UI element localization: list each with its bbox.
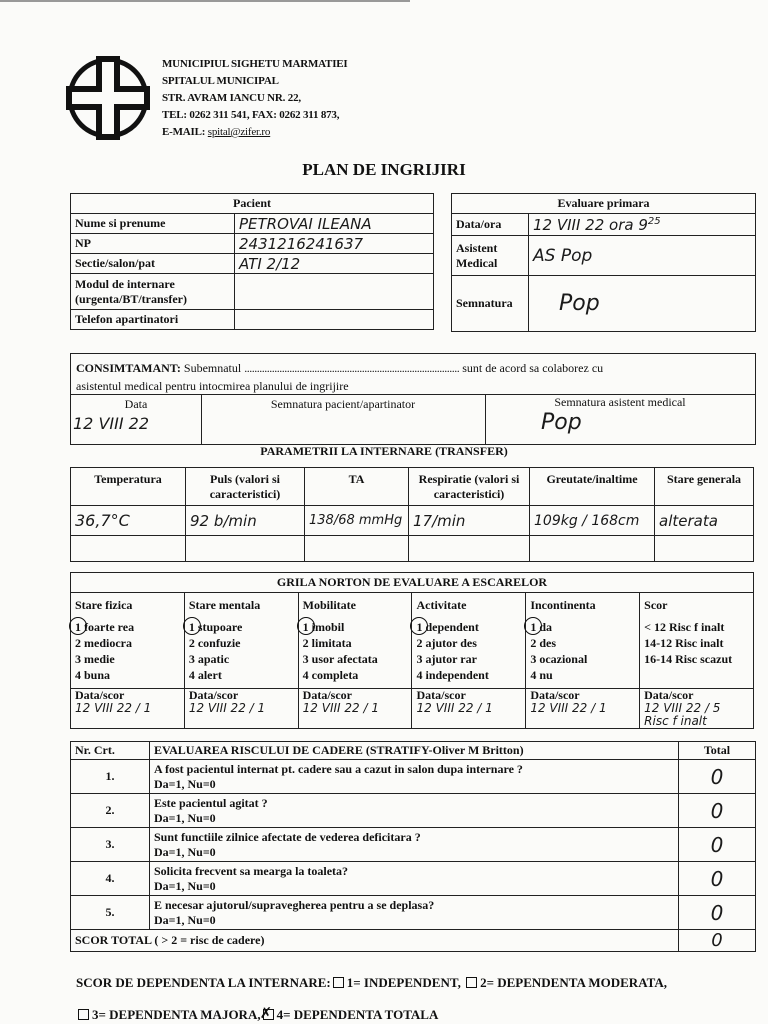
stratify-total-value[interactable]: 0	[679, 930, 756, 952]
norton-scor-date-cell[interactable]: Data/scor 12 VIII 22 / 5 Risc f inalt	[640, 689, 754, 729]
param-empty-cell[interactable]	[530, 536, 655, 562]
norton-date-cell[interactable]: Data/scor 12 VIII 22 / 1	[412, 689, 526, 729]
norton-date-cell[interactable]: Data/scor 12 VIII 22 / 1	[526, 689, 640, 729]
pacient-label: Nume si prenume	[71, 214, 235, 234]
dependenta-line2	[76, 1004, 439, 1023]
hospital-cross-logo	[62, 52, 154, 144]
stratify-answer[interactable]: 0	[679, 760, 756, 794]
param-header: Respiratie (valori si caracteristici)	[409, 468, 530, 506]
param-ta[interactable]: 138/68 mmHg	[305, 506, 409, 536]
consimtamant-text: Subemnatul	[183, 361, 242, 375]
norton-col-stare-fizica: Stare fizica 1 foarte rea 2 mediocra 3 medie 4 buna	[71, 593, 185, 689]
norton-col-stare-mentala: Stare mentala 1 stupoare 2 confuzie 3 apatic 4 alert	[184, 593, 298, 689]
consimtamant-label: CONSIMTAMANT:	[76, 361, 181, 375]
param-header: Stare generala	[655, 468, 754, 506]
dependenta-checkbox-3[interactable]	[78, 1009, 89, 1020]
email-label: E-MAIL:	[162, 126, 206, 138]
pacient-name-value[interactable]: PETROVAI ILEANA	[235, 214, 434, 234]
param-empty-cell[interactable]	[305, 536, 409, 562]
stratify-row-nr: 1.	[71, 760, 150, 794]
dependenta-opt1: 1= INDEPENDENT,	[346, 975, 461, 990]
pacient-heading: Pacient	[71, 194, 434, 214]
pacient-label: Sectie/salon/pat	[71, 254, 235, 274]
norton-date-cell[interactable]: Data/scor 12 VIII 22 / 1	[298, 689, 412, 729]
consimtamant-col-asistent: Semnatura asistent medical	[554, 395, 686, 409]
dependenta-opt4: 4= DEPENDENTA TOTALA	[276, 1007, 439, 1022]
org-name: MUNICIPIUL SIGHETU MARMATIEI	[162, 58, 348, 70]
param-greutate[interactable]: 109kg / 168cm	[530, 506, 655, 536]
param-temperatura[interactable]: 36,7°C	[71, 506, 186, 536]
scan-edge-line	[0, 0, 410, 2]
stratify-table	[70, 741, 756, 952]
address: STR. AVRAM IANCU NR. 22,	[162, 92, 301, 104]
pacient-telefon-value[interactable]	[235, 310, 434, 330]
param-header: TA	[305, 468, 409, 506]
stratify-question: E necesar ajutorul/supravegherea pentru a se deplasa? Da=1, Nu=0	[150, 896, 679, 930]
dependenta-opt3: 3= DEPENDENTA MAJORA,	[92, 1007, 261, 1022]
dependenta-checkbox-1[interactable]	[333, 977, 344, 988]
parametrii-heading: PARAMETRII LA INTERNARE (TRANSFER)	[260, 444, 508, 458]
evaluare-asistent-label: Asistent Medical	[452, 236, 529, 276]
norton-date-cell[interactable]: Data/scor 12 VIII 22 / 1	[71, 689, 185, 729]
stratify-row-nr: 3.	[71, 828, 150, 862]
param-respiratie[interactable]: 17/min	[409, 506, 530, 536]
dependenta-label: SCOR DE DEPENDENTA LA INTERNARE:	[76, 975, 331, 990]
stratify-question: Este pacientul agitat ? Da=1, Nu=0	[150, 794, 679, 828]
pacient-label: Modul de internare (urgenta/BT/transfer)	[71, 274, 235, 310]
stratify-question: Sunt functiile zilnice afectate de vederea deficitara ? Da=1, Nu=0	[150, 828, 679, 862]
pacient-label: Telefon apartinatori	[71, 310, 235, 330]
check-mark-icon: ✗	[259, 1004, 273, 1022]
dependenta-opt2: 2= DEPENDENTA MODERATA,	[480, 975, 667, 990]
page-title: PLAN DE INGRIJIRI	[302, 160, 466, 179]
param-header: Puls (valori si caracteristici)	[186, 468, 305, 506]
param-stare[interactable]: alterata	[655, 506, 754, 536]
consimtamant-pacient-signature[interactable]	[201, 414, 485, 440]
norton-table	[70, 572, 754, 729]
consimtamant-blank[interactable]: ......................................................................................	[244, 361, 460, 375]
param-header: Temperatura	[71, 468, 186, 506]
dependenta-checkbox-2[interactable]	[466, 977, 477, 988]
evaluare-heading: Evaluare primara	[452, 194, 756, 214]
stratify-heading: EVALUAREA RISCULUI DE CADERE (STRATIFY-Oliver M Britton)	[150, 742, 679, 760]
stratify-row-nr: 4.	[71, 862, 150, 896]
evaluare-table	[451, 193, 756, 332]
stratify-answer[interactable]: 0	[679, 862, 756, 896]
consimtamant-box	[70, 353, 756, 445]
norton-col-mobilitate: Mobilitate 1 imobil 2 limitata 3 usor afectata 4 completa	[298, 593, 412, 689]
evaluare-signature[interactable]: Pop	[529, 276, 756, 332]
stratify-question: A fost pacientul internat pt. cadere sau a cazut in salon dupa internare ? Da=1, Nu=0	[150, 760, 679, 794]
stratify-answer[interactable]: 0	[679, 828, 756, 862]
stratify-total-label: SCOR TOTAL ( > 2 = risc de cadere)	[71, 930, 679, 952]
evaluare-date-label: Data/ora	[452, 214, 529, 236]
consimtamant-date-value[interactable]: 12 VIII 22	[73, 414, 149, 433]
consimtamant-col-data: Data	[124, 397, 148, 411]
pacient-label: NP	[71, 234, 235, 254]
pacient-sectie-value[interactable]: ATI 2/12	[235, 254, 434, 274]
stratify-answer[interactable]: 0	[679, 896, 756, 930]
header-block	[162, 56, 348, 141]
pacient-internare-value[interactable]	[235, 274, 434, 310]
norton-option-selected[interactable]: 1 da	[530, 619, 635, 635]
evaluare-semnatura-label: Semnatura	[452, 276, 529, 332]
parametrii-table	[70, 467, 754, 562]
stratify-question: Solicita frecvent sa mearga la toaleta? Da=1, Nu=0	[150, 862, 679, 896]
evaluare-date-value[interactable]: 12 VIII 22 ora $9^{25}$	[529, 214, 756, 236]
norton-col-activitate: Activitate 1 dependent 2 ajutor des 3 ajutor rar 4 independent	[412, 593, 526, 689]
stratify-col-total: Total	[679, 742, 756, 760]
consimtamant-text: sunt de acord sa colaborez cu	[462, 361, 604, 375]
norton-heading: GRILA NORTON DE EVALUARE A ESCARELOR	[71, 573, 754, 593]
param-empty-cell[interactable]	[409, 536, 530, 562]
norton-col-scor: Scor < 12 Risc f inalt 14-12 Risc inalt 16-14 Risc scazut	[640, 593, 754, 689]
param-empty-cell[interactable]	[655, 536, 754, 562]
norton-date-cell[interactable]: Data/scor 12 VIII 22 / 1	[184, 689, 298, 729]
stratify-row-nr: 5.	[71, 896, 150, 930]
norton-option-selected[interactable]: 1 imobil	[303, 619, 408, 635]
param-empty-cell[interactable]	[186, 536, 305, 562]
hospital-name: SPITALUL MUNICIPAL	[162, 75, 279, 87]
param-empty-cell[interactable]	[71, 536, 186, 562]
norton-option-selected[interactable]: 1 dependent	[416, 619, 521, 635]
stratify-answer[interactable]: 0	[679, 794, 756, 828]
norton-col-incontinenta: Incontinenta 1 da 2 des 3 ocazional 4 nu	[526, 593, 640, 689]
norton-option-selected[interactable]: 1 stupoare	[189, 619, 294, 635]
consimtamant-col-pacient: Semnatura pacient/apartinator	[270, 397, 416, 411]
evaluare-asistent-value[interactable]: AS Pop	[529, 236, 756, 276]
param-puls[interactable]: 92 b/min	[186, 506, 305, 536]
pacient-np-value[interactable]: 2431216241637	[235, 234, 434, 254]
email-link[interactable]: spital@zifer.ro	[207, 126, 271, 138]
dependenta-checkbox-4-checked[interactable]	[259, 1004, 274, 1022]
dependenta-line1	[76, 975, 667, 991]
norton-option-selected[interactable]: 1 foarte rea	[75, 619, 180, 635]
pacient-table	[70, 193, 434, 330]
stratify-row-nr: 2.	[71, 794, 150, 828]
evaluare-date-minutes: 25	[647, 215, 661, 227]
consimtamant-text-line2: asistentul medical pentru intocmirea planului de ingrijire	[76, 379, 349, 393]
consimtamant-asistent-signature[interactable]: Pop	[541, 410, 582, 435]
param-header: Greutate/inaltime	[530, 468, 655, 506]
stratify-col-nr: Nr. Crt.	[71, 742, 150, 760]
phone: TEL: 0262 311 541, FAX: 0262 311 873,	[162, 109, 340, 121]
